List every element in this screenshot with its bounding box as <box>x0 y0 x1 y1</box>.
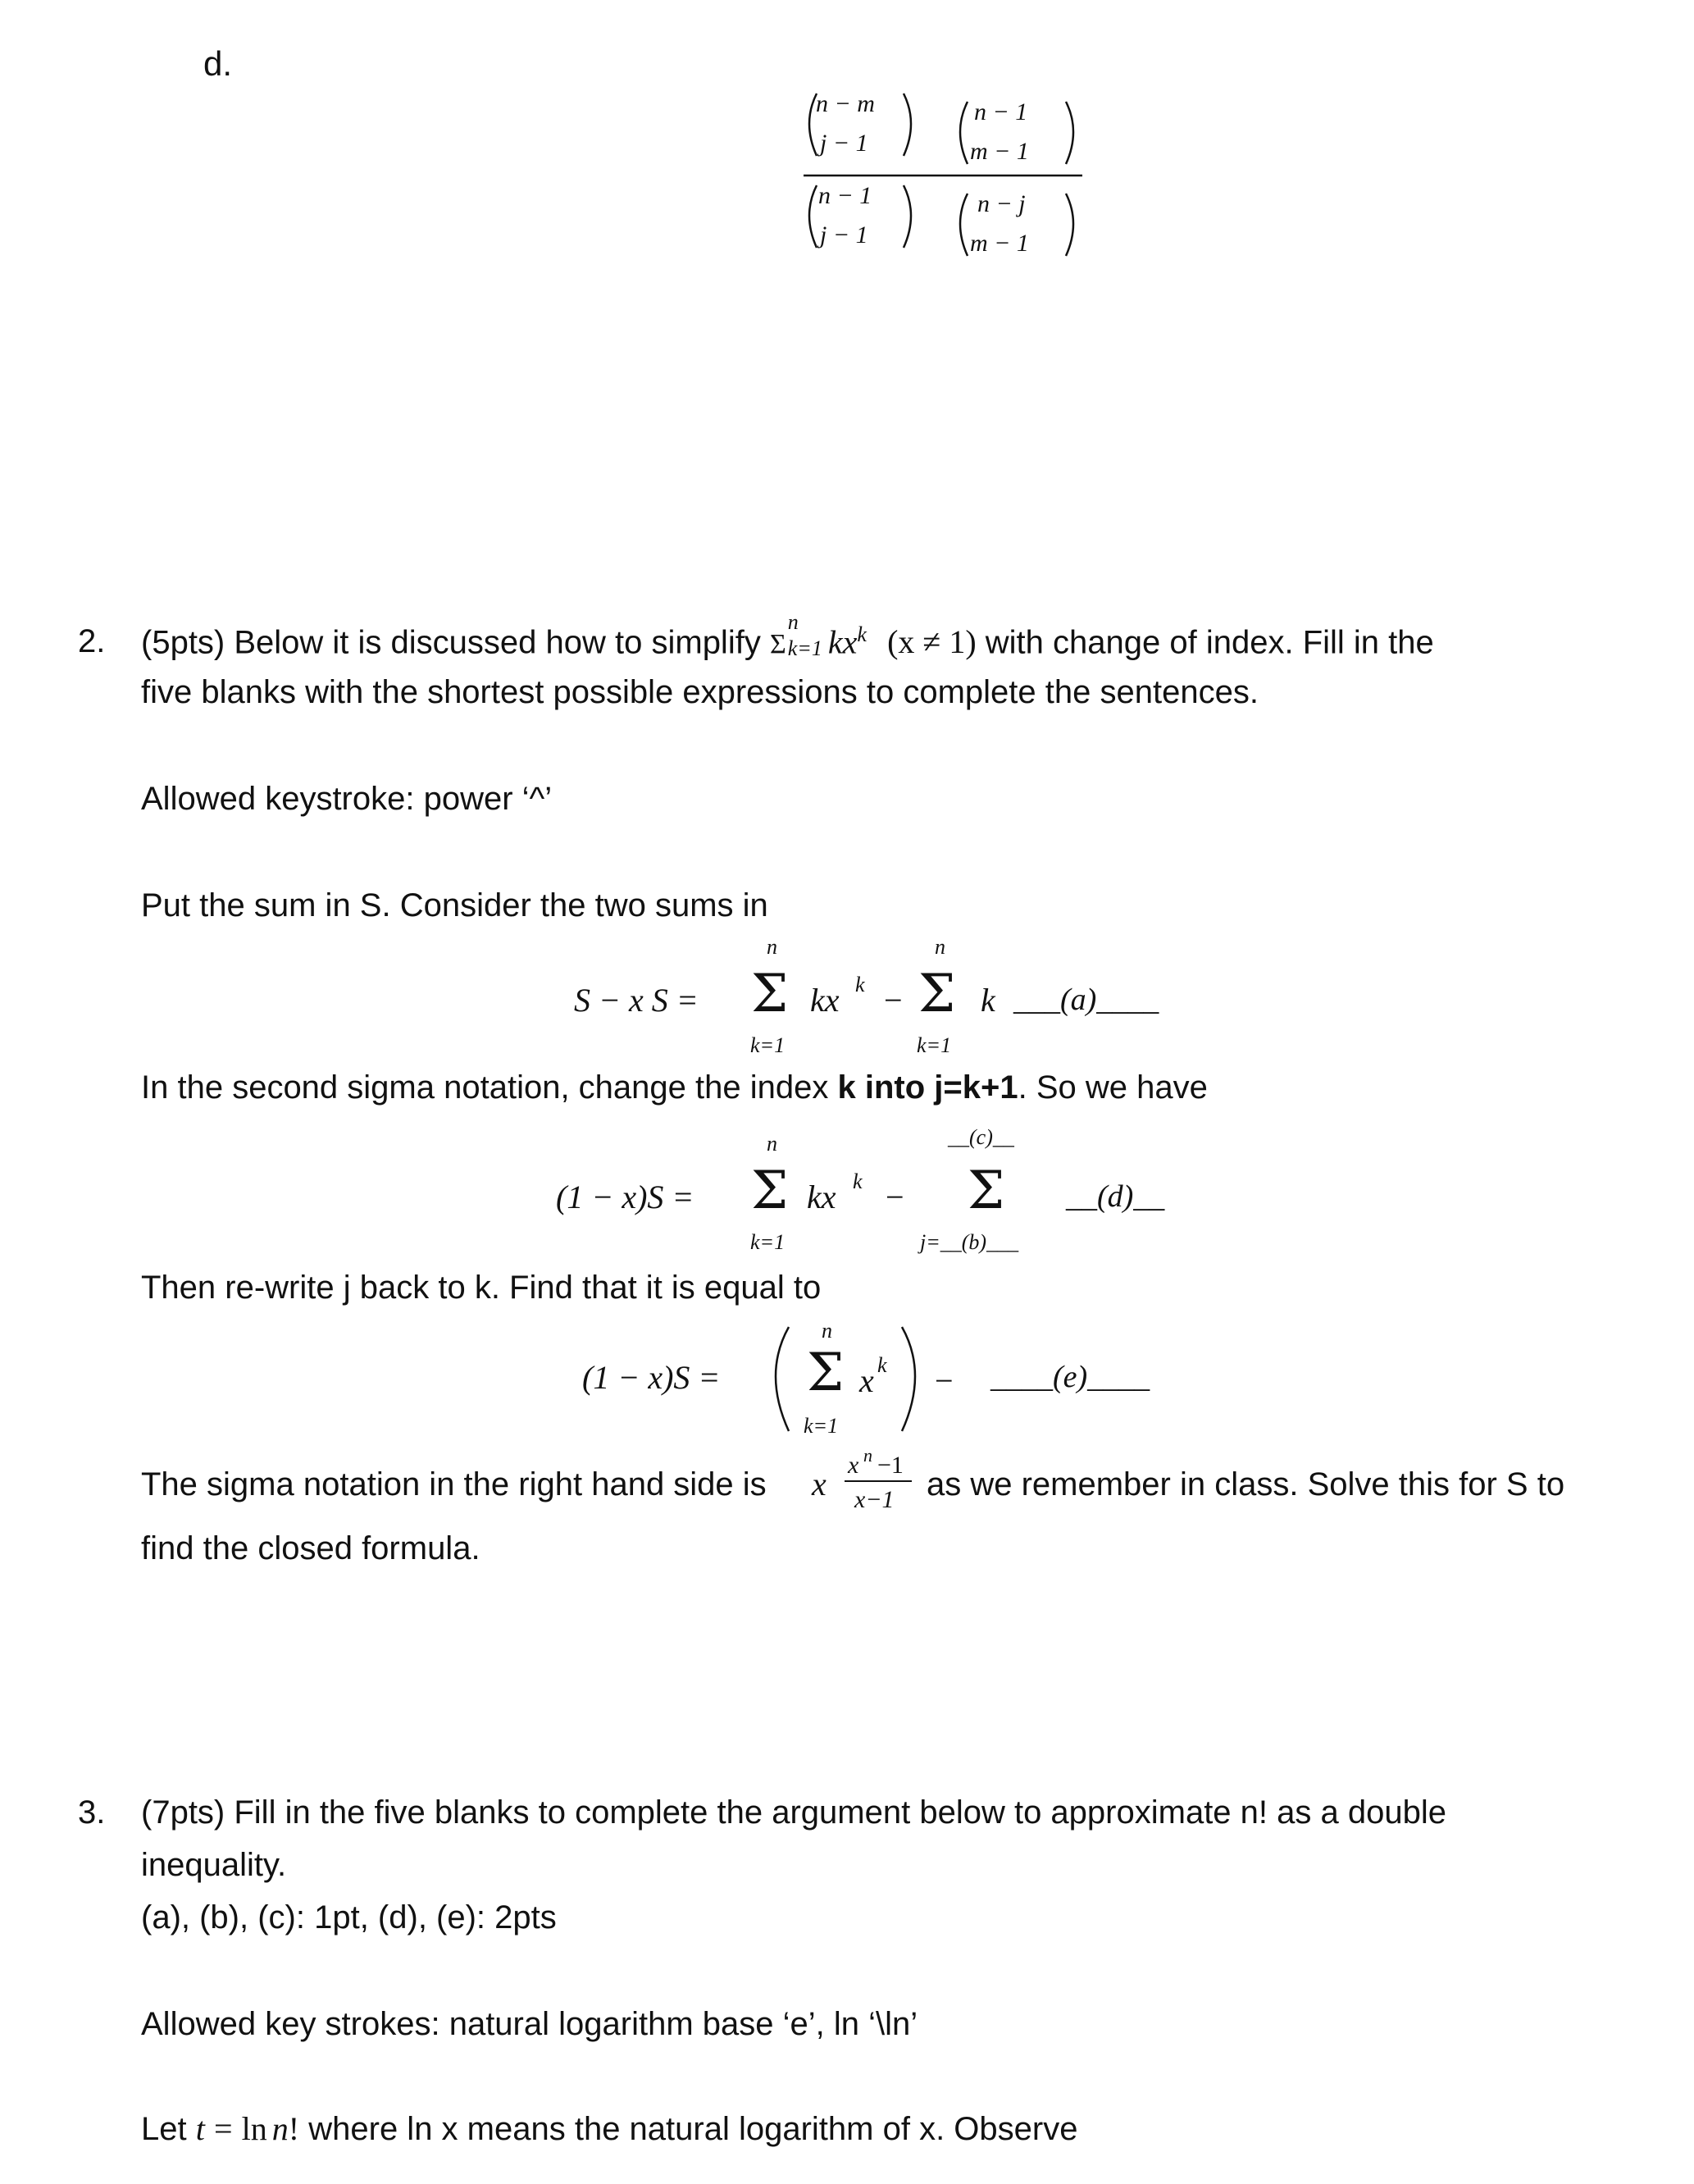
frac-numerator-base: x <box>848 1452 859 1479</box>
problem-2-number: 2. <box>78 623 106 659</box>
binom-bottom: j − 1 <box>820 221 868 248</box>
sum-upper: n <box>767 1132 777 1156</box>
sigma-rhs-text: The sigma notation in the right hand side is <box>141 1466 767 1502</box>
intro-sigma-limits: n k=1 <box>787 610 822 661</box>
blank-d: __(d)__ <box>1066 1179 1165 1214</box>
sum-upper: n <box>935 935 945 959</box>
eq1-term2: k <box>981 982 995 1019</box>
problem-3-points: (a), (b), (c): 1pt, (d), (e): 2pts <box>141 1899 557 1936</box>
sigma: Σ <box>751 964 789 1024</box>
eq3-minus: − <box>935 1362 954 1399</box>
frac-numerator-rest: −1 <box>877 1452 904 1479</box>
problem-2-put-sum: Put the sum in S. Consider the two sums in <box>141 887 768 923</box>
problem-3-line2: inequality. <box>141 1847 287 1883</box>
blank-a: ___(a)____ <box>1013 983 1159 1017</box>
binom-bottom: m − 1 <box>970 138 1029 165</box>
sigma: Σ <box>807 1343 845 1403</box>
eq2-minus: − <box>886 1179 904 1215</box>
eq2-exp: k <box>853 1170 863 1193</box>
eq3-exp: k <box>877 1353 887 1377</box>
sum-upper: n <box>767 935 777 959</box>
frac-denominator: x−1 <box>854 1486 895 1513</box>
sigma: Σ <box>918 964 956 1024</box>
sum-lower: k=1 <box>804 1414 839 1438</box>
problem-2-line2: five blanks with the shortest possible expressions to complete the sentences. <box>141 674 1259 710</box>
binom-top: n − 1 <box>974 98 1028 125</box>
closed-formula-text: find the closed formula. <box>141 1530 480 1566</box>
part-d-label: d. <box>203 44 233 83</box>
sum-lower: k=1 <box>750 1033 786 1057</box>
eq1-lhs: S − x S = <box>574 982 699 1019</box>
problem-3-let: Let t = ln n! where ln x means the natural logarithm of x. Observe <box>141 2110 1078 2147</box>
frac-numerator-exp: n <box>863 1445 872 1466</box>
problem-2-intro: (5pts) Below it is discussed how to simplify Σ n k=1 $kx^k$ (x ≠ 1) with change of index. Fill in the <box>141 610 1434 661</box>
eq1-minus: − <box>884 982 903 1019</box>
eq2-lhs: (1 − x)S = <box>556 1179 694 1215</box>
binom-bottom: j − 1 <box>820 130 868 157</box>
binom-bottom: m − 1 <box>970 230 1029 257</box>
eq1-term1: kx <box>810 982 840 1019</box>
sigma: Σ <box>968 1160 1005 1221</box>
blank-e: ____(e)____ <box>990 1360 1150 1394</box>
eq3-term: x <box>859 1362 874 1399</box>
eq1-exp: k <box>855 973 865 996</box>
binom-top: n − m <box>816 90 875 117</box>
sum-lower: k=1 <box>917 1033 952 1057</box>
rewrite-text: Then re-write j back to k. Find that it is equal to <box>141 1270 822 1306</box>
problem-3-line1: (7pts) Fill in the five blanks to complete the argument below to approximate n! as a double <box>141 1794 1446 1831</box>
problem-3-keystrokes: Allowed key strokes: natural logarithm base ‘e’, ln ‘\ln’ <box>141 2006 918 2042</box>
blank-c: __(c)__ <box>948 1125 1014 1149</box>
change-index-text: In the second sigma notation, change the index k into j=k+1. So we have <box>141 1069 1208 1106</box>
problem-3-number: 3. <box>78 1794 106 1831</box>
frac-leading-x: x <box>812 1466 827 1502</box>
blank-b: j=__(b)___ <box>920 1230 1019 1254</box>
eq2-term1: kx <box>807 1179 836 1215</box>
sum-upper: n <box>822 1319 832 1343</box>
eq3-lhs: (1 − x)S = <box>582 1359 721 1396</box>
sigma: Σ <box>751 1160 789 1221</box>
sum-lower: k=1 <box>750 1230 786 1254</box>
problem-2-keystroke: Allowed keystroke: power ‘^’ <box>141 781 553 817</box>
binom-top: n − j <box>977 190 1026 217</box>
intro-sigma: Σ <box>769 629 786 660</box>
sigma-rhs-text-2: as we remember in class. Solve this for S to <box>927 1466 1565 1502</box>
binom-top: n − 1 <box>818 182 872 209</box>
